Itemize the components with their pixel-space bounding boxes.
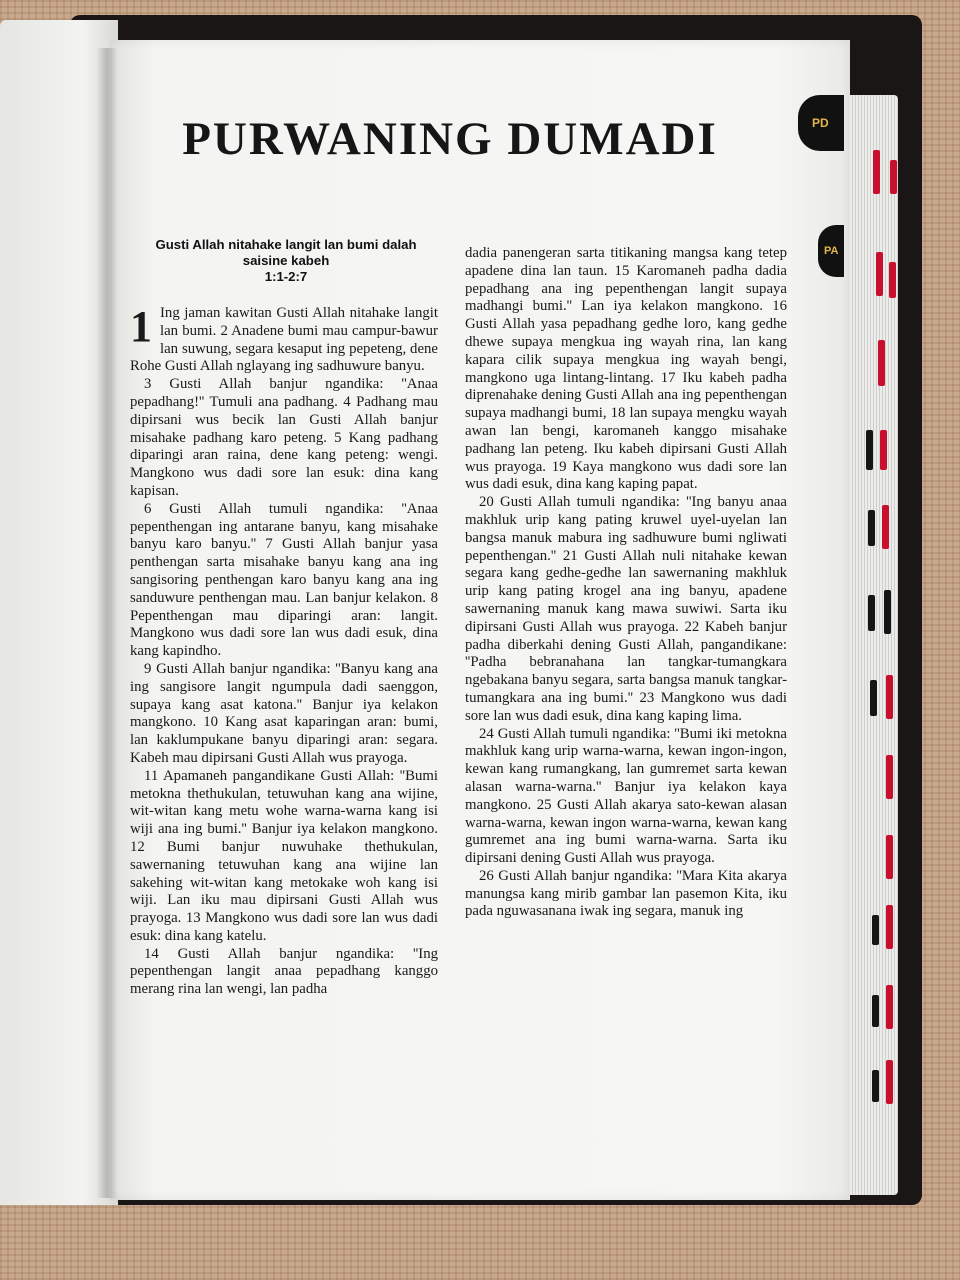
verse-paragraph: Ing jaman kawitan Gusti Allah nitahake langit lan bumi. 2 Anadene bumi mau campur-bawur lan suwung, segara kesaput ing pepeteng, dene Rohe Gusti Allah nglayang ing sadhuwure banyu. — [130, 305, 438, 375]
thumb-index-mark — [868, 510, 875, 546]
thumb-index-mark — [889, 262, 896, 298]
thumb-index-mark — [880, 430, 887, 470]
thumb-index-mark — [882, 505, 889, 549]
page-gutter-shadow — [96, 48, 118, 1198]
verse-paragraph: 3 Gusti Allah banjur ngandika: ''Anaa pepadhang!'' Tumuli ana padhang. 4 Padhang mau dipirsani wus becik lan Gusti Allah banjur misahake padhang karo peteng. 5 Kang padhang diparingi aran raina, dene kang peteng: wengi. Mangkono wus dadi sore lan esuk: dina kang kapisan. — [130, 376, 438, 499]
verse-paragraph: 26 Gusti Allah banjur ngandika: ''Mara Kita akarya manungsa kang mirib gambar lan pasemon Kita, iku pada nguwasanana iwak ing segara, manuk ing — [465, 867, 787, 920]
thumb-index-mark — [886, 755, 893, 799]
verse-paragraph: 20 Gusti Allah tumuli ngandika: ''Ing banyu anaa makhluk urip kang pating kruwel uyel-uyelan lan bangsa manuk mabura ing sadhuwure bumi ngliwati pepenthengan.'' 21 Gusti Allah nuli nitahake kewan segara kang gedhe-gedhe lan sawernaning makhluk urip kang pating krogel ana ing banyu, apadene sawernaning manuk kang mawa suwiwi. Sarta iku dipirsani Gusti Allah wus prayoga. 22 Kabeh banjur padha diberkahi dening Gusti Allah, pangandikane: ''Padha bebranahana lan tangkar-tumangkara ngebakana banyu segara, sarta bangsa manuk tangkar-tumangkara ana ing bumi.'' 23 Mangkono wus dadi sore lan wus dadi esuk, dina kang kaping lima. — [465, 494, 787, 724]
thumb-tab-pa[interactable]: PA — [818, 225, 844, 277]
right-text-column — [465, 245, 787, 921]
left-text-column — [130, 302, 438, 999]
chapter-number: 1 — [130, 302, 152, 351]
verse-paragraph: 11 Apamaneh pangandikane Gusti Allah: ''Bumi metokna thethukulan, tetuwuhan kang ana wijine, wit-witan kang metu wohe warna-warna kang isi wiji ana ing bumi.'' Banjur iya kelakon mangkono. 12 Bumi banjur nuwuhake thethukulan, sawernaning tetuwuhan kang ana wijine lan sakehing wit-witan kang metokake woh kang isi wiji. Lan iku mau dipirsani Gusti Allah wus prayoga. 13 Mangkono wus dadi sore lan wus dadi esuk: dina kang katelu. — [130, 767, 438, 944]
thumb-index-mark — [866, 430, 873, 470]
thumb-index-mark — [886, 1060, 893, 1104]
thumb-index-mark — [886, 905, 893, 949]
section-reference: 1:1-2:7 — [264, 269, 308, 284]
section-heading-block — [150, 237, 422, 285]
verse-paragraph: dadia panengeran sarta titikaning mangsa kang tetep apadene dina lan taun. 15 Karomaneh padha dadia pepadhang ana ing pepenthengan langit supaya madhangi bumi.'' Lan iya kelakon mangkono. 16 Gusti Allah yasa pepadhang gedhe loro, kang gedhe dhewe supaya mengkua ing wayah rina, lan kang kapara cilik supaya mengkua ing wayah bengi, mangkono uga lintang-lintang. 17 Iku kabeh padha diprenahake dening Gusti Allah ana ing pepenthengan supaya madhangi bumi, 18 lan supaya mengku wayah awan lan bengi, karomaneh kanggo misahake padhang lan peteng. Iku kabeh dipirsani Gusti Allah wus prayoga. 19 Kaya mangkono wus dadi sore lan wus dadi esuk, dina kang kaping papat. — [465, 245, 787, 493]
thumb-tab-pd[interactable]: PD — [798, 95, 844, 151]
verse-paragraph: 6 Gusti Allah tumuli ngandika: ''Anaa pepenthengan ing antarane banyu, kang misahake banyu karo banyu.'' 7 Gusti Allah banjur yasa penthengan sarta misahake banyu kang ana ing sangisoring penthengan karo banyu kang ana ing sanduwure penthengan mau. Lan banjur kelakon. 8 Pepenthengan mau diparingi aran: langit. Mangkono wus dadi sore lan wus dadi esuk, dina kang kapindho. — [130, 500, 438, 660]
thumb-index-mark — [884, 590, 891, 634]
section-heading: Gusti Allah nitahake langit lan bumi dalah saisine kabeh — [155, 237, 417, 268]
thumb-index-mark — [868, 595, 875, 631]
verse-paragraph: 9 Gusti Allah banjur ngandika: ''Banyu kang ana ing sangisore langit ngumpula dadi saenggon, supaya kang asat katona.'' Banjur iya kelakon mangkono. 10 Kang asat kaparingan aran: bumi, lan kaklumpukane banyu diparingi aran: segara. Kabeh mau dipirsani Gusti Allah wus prayoga. — [130, 660, 438, 766]
thumb-index-mark — [872, 1070, 879, 1102]
thumb-index-mark — [878, 340, 885, 386]
verse-paragraph: 24 Gusti Allah tumuli ngandika: ''Bumi iki metokna makhluk kang urip warna-warna, kewan ingon-ingon, kewan kang rumangkang, lan gumremet sarta kewan alasan warna-warna.'' Banjur iya kelakon kaya mangkono. 25 Gusti Allah akarya sato-kewan alasan warna-warna, kewan ingon warna-warna, kewan kang gumremet ana ing bumi warna-warna. Sarta iku dipirsani dening Gusti Allah wus prayoga. — [465, 725, 787, 867]
thumb-index-mark — [870, 680, 877, 716]
page-title: PURWANING DUMADI — [182, 113, 718, 165]
thumb-index-mark — [886, 675, 893, 719]
thumb-index-mark — [872, 995, 879, 1027]
thumb-index-mark — [872, 915, 879, 945]
thumb-index-mark — [876, 252, 883, 296]
thumb-index-mark — [886, 835, 893, 879]
verse-paragraph: 14 Gusti Allah banjur ngandika: ''Ing pepenthengan langit anaa pepadhang kanggo merang rina lan wengi, lan padha — [130, 945, 438, 998]
thumb-index-mark — [886, 985, 893, 1029]
